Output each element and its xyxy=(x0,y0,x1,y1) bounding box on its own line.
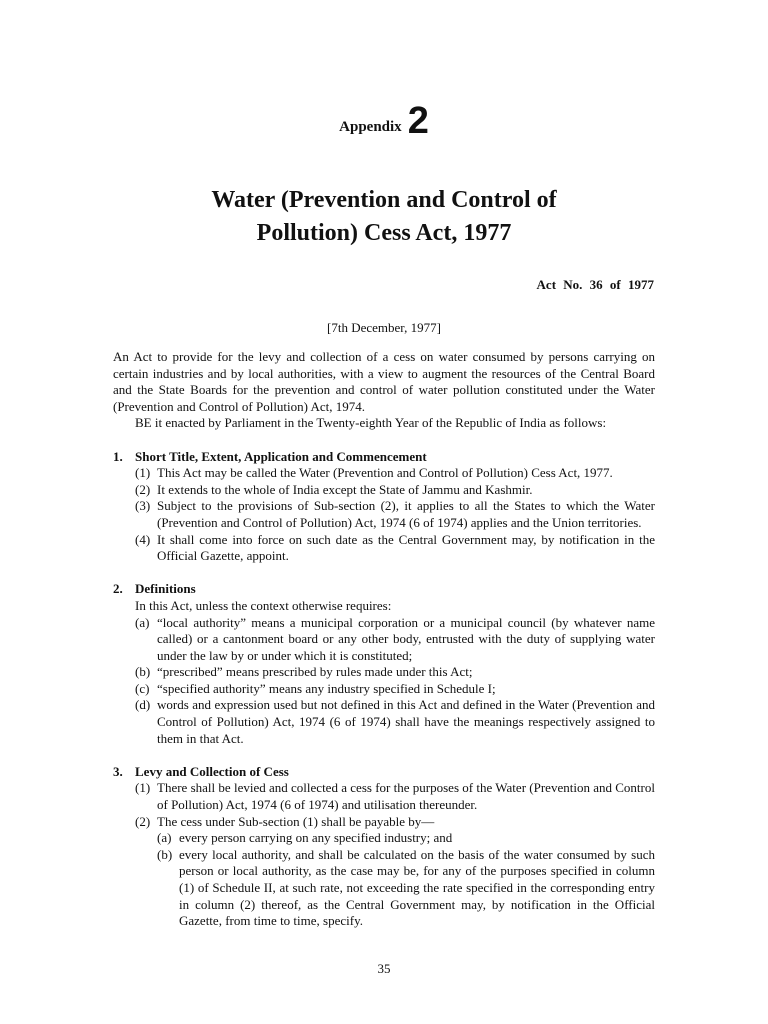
section-number: 1. xyxy=(113,448,123,464)
clause-text: “local authority” means a municipal corporation or a municipal council (by whatever name called) or a cantonment board or any other body, entrusted with the duty of supplying water under the law by or under which it is constituted; xyxy=(157,614,655,663)
sub-clause-label: (a) xyxy=(157,830,172,846)
section-heading xyxy=(113,764,655,781)
clause-label: (1) xyxy=(135,780,151,796)
sub-clause-text: every local authority, and shall be calculated on the basis of the water consumed by such person or local authority, as the case may be, for any of the purposes specified in column (1) of Schedule II, at such rate, not exceeding the rate specified in the corresponding entry in column (2) thereof, as the Central Government may, by notification in the Official Gazette, from time to time, specify. xyxy=(179,846,655,929)
act-number: Act No. 36 of 1977 xyxy=(536,277,654,292)
clause xyxy=(135,615,655,665)
section-title: Levy and Collection of Cess xyxy=(135,763,289,779)
clause-text: It extends to the whole of India except the State of Jammu and Kashmir. xyxy=(157,481,533,497)
sub-clauses xyxy=(135,830,655,930)
clause-text: words and expression used but not defined in this Act and defined in the Water (Prevention and Control of Pollution) Act, 1974 (6 of 1974) shall have the meanings respectively assigned to them in that Act. xyxy=(157,697,655,746)
clause-text: The cess under Sub-section (1) shall be payable by— xyxy=(157,813,435,829)
clause-text: This Act may be called the Water (Prevention and Control of Pollution) Cess Act, 1977. xyxy=(157,465,613,481)
clause xyxy=(135,681,655,698)
clause-text: Subject to the provisions of Sub-section (2), it applies to all the States to which the Water (Prevention and Control of Pollution) Act, 1974 (6 of 1974) applies and the Union territories. xyxy=(157,498,655,530)
act-title xyxy=(0,184,768,250)
act-body xyxy=(113,349,655,930)
sub-clause-label: (b) xyxy=(157,846,173,862)
clause-label: (d) xyxy=(135,697,151,713)
clause xyxy=(135,498,655,531)
section-title: Short Title, Extent, Application and Commencement xyxy=(135,448,427,464)
section-1 xyxy=(113,449,655,565)
sub-clause-text: every person carrying on any specified industry; and xyxy=(179,830,453,846)
section-number: 3. xyxy=(113,763,123,779)
clause-label: (4) xyxy=(135,531,151,547)
preamble: An Act to provide for the levy and collection of a cess on water consumed by persons carrying on certain industries and by local authorities, with a view to augment the resources of the Central Board and the State Boards for the prevention and control of water pollution constituted under the Water (Prevention and Control of Pollution) Act, 1974. xyxy=(113,349,655,414)
appendix-number: 2 xyxy=(407,100,429,142)
section-number: 2. xyxy=(113,581,123,597)
clause xyxy=(135,465,655,482)
clause-text: “specified authority” means any industry specified in Schedule I; xyxy=(157,680,496,696)
enactment-clause: BE it enacted by Parliament in the Twenty-eighth Year of the Republic of India as follows: xyxy=(135,415,607,431)
page-number: 35 xyxy=(377,961,391,976)
section-intro: In this Act, unless the context otherwise requires: xyxy=(135,597,392,613)
clause-label: (b) xyxy=(135,664,151,680)
clause-label: (2) xyxy=(135,813,151,829)
clause-label: (a) xyxy=(135,614,150,630)
section-2 xyxy=(113,581,655,747)
clause xyxy=(135,780,655,813)
clause xyxy=(135,664,655,681)
clause-text: It shall come into force on such date as the Central Government may, by notification in the Official Gazette, appoint. xyxy=(157,531,655,564)
act-date: [7th December, 1977] xyxy=(327,320,441,335)
clause xyxy=(135,532,655,565)
clause-text: “prescribed” means prescribed by rules made under this Act; xyxy=(157,664,473,680)
clause xyxy=(135,814,655,831)
appendix-word: Appendix xyxy=(339,119,402,135)
sub-clause xyxy=(157,847,655,930)
clause-label: (c) xyxy=(135,680,150,696)
clause xyxy=(135,697,655,747)
clause-label: (1) xyxy=(135,465,151,481)
section-heading xyxy=(113,581,655,598)
sub-clause xyxy=(157,830,655,847)
section-title: Definitions xyxy=(135,581,196,597)
clause-text: There shall be levied and collected a cess for the purposes of the Water (Prevention and Control of Pollution) Act, 1974 (6 of 1974) and utilisation thereunder. xyxy=(157,780,655,813)
act-title-line1: Water (Prevention and Control of xyxy=(211,187,557,213)
section-3 xyxy=(113,764,655,930)
clause-label: (2) xyxy=(135,481,151,497)
appendix-heading xyxy=(0,100,768,143)
section-heading xyxy=(113,449,655,466)
clause xyxy=(135,482,655,499)
clause-label: (3) xyxy=(135,498,151,514)
act-title-line2: Pollution) Cess Act, 1977 xyxy=(256,220,512,246)
